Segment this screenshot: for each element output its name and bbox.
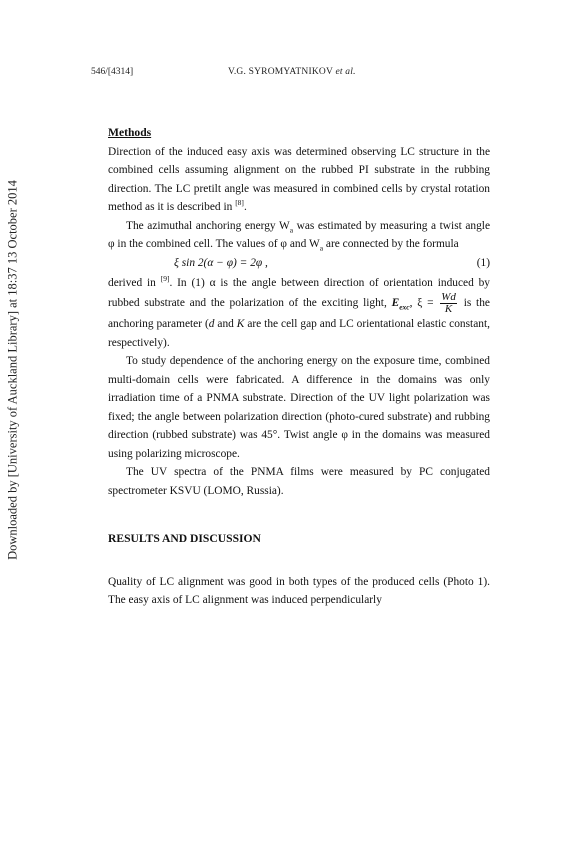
p2-sub-a1: a	[289, 224, 294, 234]
p3-d-var: d	[208, 318, 215, 330]
methods-paragraph-2	[108, 217, 490, 254]
ref-8: [8]	[235, 198, 244, 208]
p3-text-c: , ξ =	[409, 297, 439, 310]
download-watermark-text: Downloaded by [University of Auckland Library] at 18:37 13 October 2014	[5, 180, 20, 560]
equation-1	[108, 254, 490, 274]
ref-9: [9]	[160, 273, 170, 283]
fraction-numerator: Wd	[441, 291, 456, 303]
page-number: 546/[4314]	[91, 67, 134, 77]
p2-text-a: The azimuthal anchoring energy W	[126, 219, 290, 232]
methods-paragraph-5: The UV spectra of the PNMA films were measured by PC conjugated spectrometer KSVU (LOMO, Russia).	[108, 466, 490, 497]
p3-text-a: derived in	[108, 276, 161, 289]
p3-text-b: . In (1) α is the angle between direction of orientation induced by rubbed substrate and the polarization of the exciting light,	[108, 276, 490, 310]
equation-1-number: (1)	[476, 256, 490, 269]
p3-text-d3: are the cell gap and LC orientational elastic constant, respectively).	[108, 318, 490, 349]
p2-text-b: was estimated by measuring a twist angle φ in the combined cell. The values of φ and W	[108, 219, 491, 250]
methods-p1-end: .	[243, 201, 247, 213]
authors-text: V.G. SYROMYATNIKOV	[228, 67, 333, 77]
equation-1-formula: ξ sin 2(α − φ) = 2φ ,	[174, 256, 268, 269]
et-al-text: et al.	[335, 67, 356, 77]
methods-heading: Methods	[108, 126, 152, 139]
p3-text-d2: and	[214, 318, 237, 330]
anchoring-fraction	[440, 292, 457, 315]
methods-paragraph-3	[108, 274, 490, 353]
fraction-denominator: K	[444, 303, 453, 315]
results-paragraph-1: Quality of LC alignment was good in both types of the produced cells (Photo 1). The easy axis of LC alignment was induced perpendicularly	[108, 575, 490, 606]
e-exc-symbol: E	[391, 297, 400, 310]
running-authors	[228, 67, 356, 77]
methods-paragraph-4: To study dependence of the anchoring energy on the exposure time, combined multi-domain cells were fabricated. A difference in the domains was only irradiation time of a PNMA substrate. Direction of the UV light polarization was fixed; the angle between polarization direction (photo-cured substrate) and rubbing direction (rubbed substrate) was 45°. Twist angle φ in the domains was measured using polarizing microscope.	[108, 355, 490, 460]
p3-text-d: is the anchoring parameter (	[108, 297, 490, 330]
methods-p1-text: Direction of the induced easy axis was determined observing LC structure in the combined cells assuming alignment on the rubbed PI substrate in the rubbing direction. The LC pretilt angle was measured in combined cells by crystal rotation method as it is described in	[108, 145, 490, 213]
e-exc-subscript: exc	[399, 302, 410, 312]
methods-paragraph-1	[108, 143, 490, 217]
page-body	[108, 124, 490, 610]
p2-sub-a2: a	[319, 243, 324, 253]
results-heading: RESULTS AND DISCUSSION	[108, 532, 261, 545]
download-watermark	[4, 90, 22, 650]
p3-k-var: K	[236, 318, 245, 330]
p2-text-c: are connected by the formula	[323, 238, 459, 250]
